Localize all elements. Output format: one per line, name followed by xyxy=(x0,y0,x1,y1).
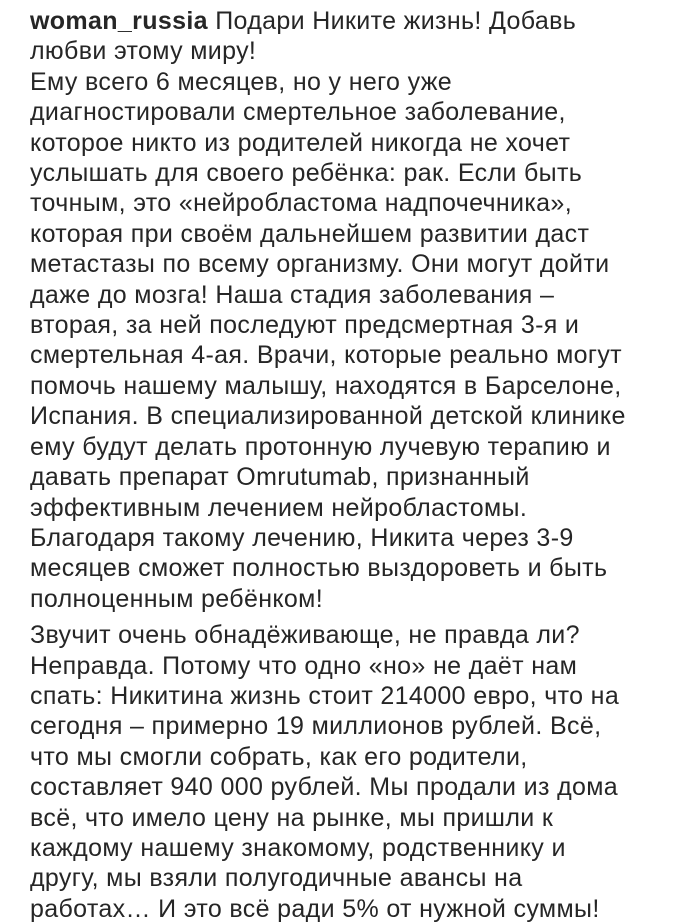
caption-text-line: диагностировали смертельное заболевание, xyxy=(30,98,566,127)
caption-text-line: давать препарат Omrutumab, признанный xyxy=(30,463,530,492)
username-link[interactable]: woman_russia xyxy=(30,7,208,35)
caption-text-line: метастазы по всему организму. Они могут дойти xyxy=(30,250,610,279)
post-caption xyxy=(30,6,694,924)
caption-text-line: помочь нашему малышу, находятся в Барселоне, xyxy=(30,371,622,400)
caption-text-line: Неправда. Потому что одно «но» не даёт нам xyxy=(30,651,578,680)
caption-text-line: месяцев сможет полностью выздороветь и быть xyxy=(30,554,608,583)
caption-text-line: точным, это «нейробластома надпочечника», xyxy=(30,189,572,218)
caption-text-line: Благодаря такому лечению, Никита через 3-9 xyxy=(30,523,574,552)
caption-text-line: Испания. В специализированной детской клинике xyxy=(30,402,626,431)
caption-text-line: даже до мозга! Наша стадия заболевания – xyxy=(30,280,555,309)
caption-text-line: услышать для своего ребёнка: рак. Если быть xyxy=(30,159,583,188)
caption-text-line: работах… И это всё ради 5% от нужной суммы! xyxy=(30,894,600,923)
caption-paragraph-2 xyxy=(30,620,694,924)
caption-title-line: любви этому миру! xyxy=(30,37,257,66)
caption-header-line xyxy=(30,6,694,36)
caption-text-line: полноценным ребёнком! xyxy=(30,584,324,613)
caption-text-line: составляет 940 000 рублей. Мы продали из дома xyxy=(30,773,619,802)
caption-text-line: ему будут делать протонную лучевую терапию и xyxy=(30,432,611,461)
caption-text-line: которая при своём дальнейшем развитии даст xyxy=(30,219,590,248)
caption-text-line: сегодня – примерно 19 миллионов рублей. Всё, xyxy=(30,712,602,741)
caption-text-line: эффективным лечением нейробластомы. xyxy=(30,493,528,522)
caption-title-text: Подари Никите жизнь! Добавь xyxy=(215,7,577,35)
caption-text-line: что мы смогли собрать, как его родители, xyxy=(30,742,528,771)
caption-text-line: Ему всего 6 месяцев, но у него уже xyxy=(30,67,453,96)
caption-text-line: вторая, за ней последуют предсмертная 3-я и xyxy=(30,311,580,340)
caption-text-line: Звучит очень обнадёживающе, не правда ли? xyxy=(30,621,580,650)
caption-text-line: спать: Никитина жизнь стоит 214000 евро, что на xyxy=(30,681,620,710)
caption-text-line: каждому нашему знакомому, родственнику и xyxy=(30,833,566,862)
caption-paragraph-1 xyxy=(30,67,694,614)
caption-text-line: смертельная 4-ая. Врачи, которые реально могут xyxy=(30,341,622,370)
caption-text-line: которое никто из родителей никогда не хочет xyxy=(30,128,571,157)
caption-text-line: другу, мы взяли полугодичные авансы на xyxy=(30,864,523,893)
caption-text-line: всё, что имело цену на рынке, мы пришли к xyxy=(30,803,554,832)
